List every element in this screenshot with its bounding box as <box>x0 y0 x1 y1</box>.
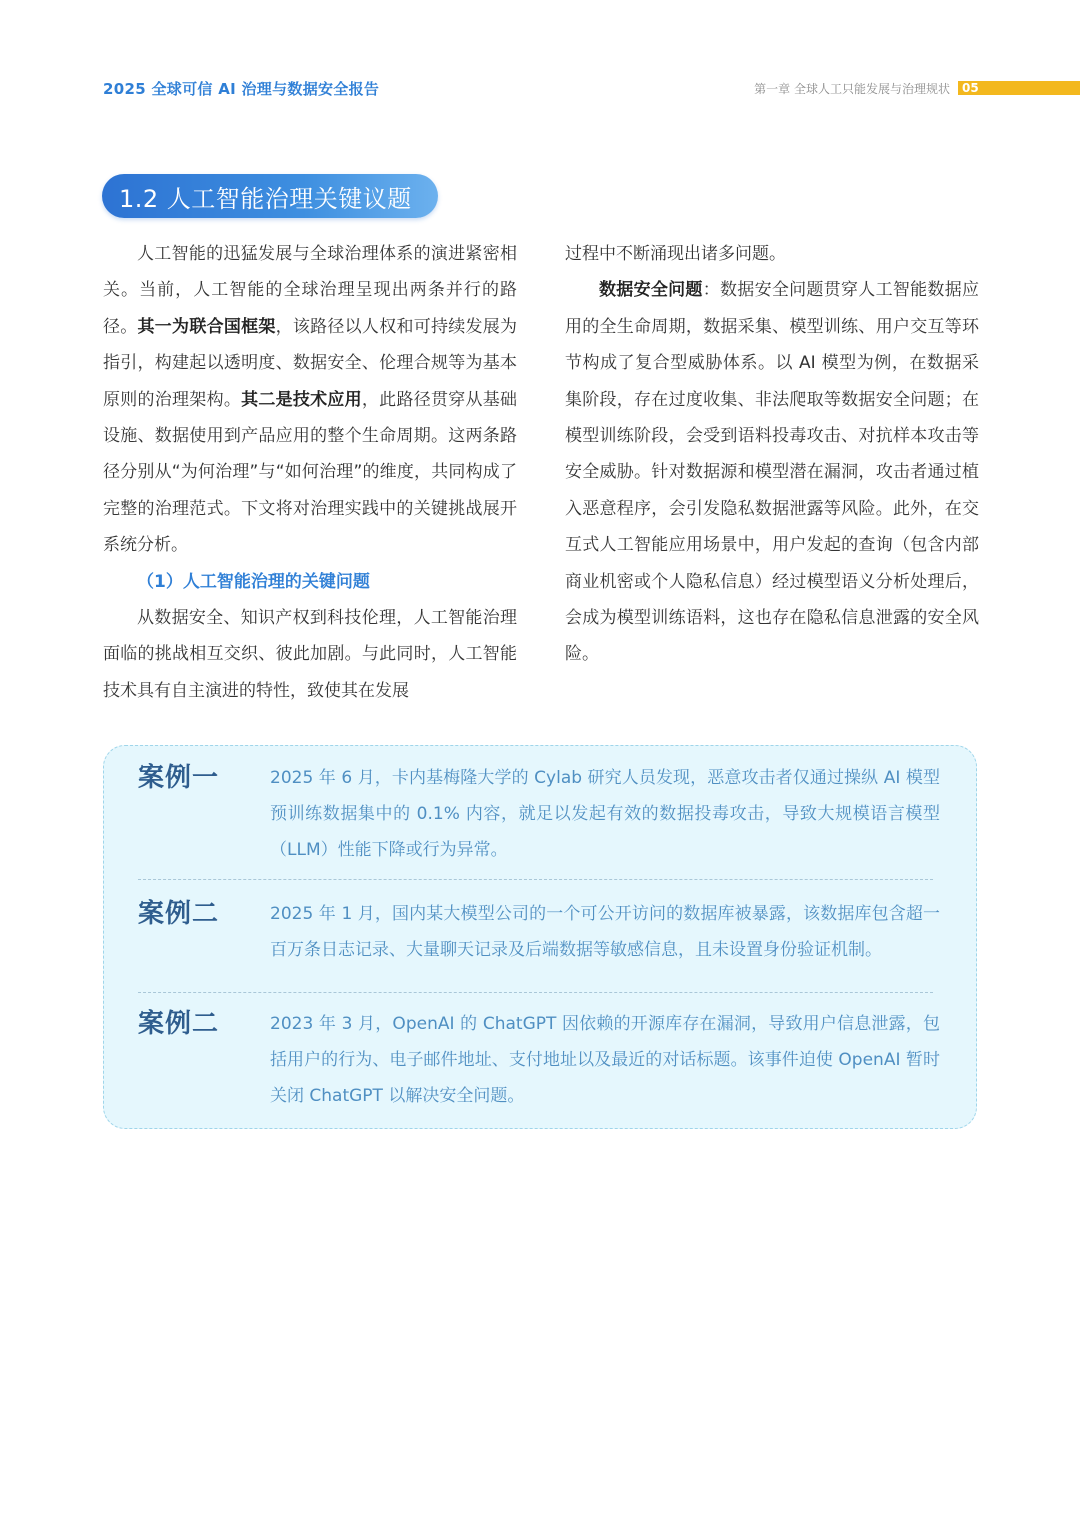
data-security-paragraph <box>565 272 979 672</box>
intro-text-a: 人工智能的迅猛发展与全球治理体系的演进紧密相关。当前，人工智能的全球治理呈现出两条并行的路径。 <box>103 244 517 337</box>
section-title: 1.2 人工智能治理关键议题 <box>119 184 412 213</box>
challenges-paragraph: 从数据安全、知识产权到科技伦理，人工智能治理面临的挑战相互交织、彼此加剧。与此同时，人工智能技术具有自主演进的特性，致使其在发展 <box>103 608 517 701</box>
case-item <box>138 1006 940 1114</box>
intro-bold-un-framework: 其一为联合国框架 <box>137 316 276 337</box>
case-label: 案例二 <box>138 1009 220 1039</box>
left-text-column <box>103 236 517 709</box>
data-security-label: 数据安全问题 <box>599 280 703 301</box>
data-security-text: ：数据安全问题贯穿人工智能数据应用的全生命周期，数据采集、模型训练、用户交互等环节构成了复合型威胁体系。以 AI 模型为例，在数据采集阶段，存在过度收集、非法爬取等数据安全问题；在模型训练阶段，会受到语料投毒攻击、对抗样本攻击等安全威胁。针对数据源和模型潜在漏洞，攻击者通过植入恶意程序，会引发隐私数据泄露等风险。此外，在交互式人工智能应用场景中，用户发起的查询（包含内部商业机密或个人隐私信息）经过模型语义分析处理后，会成为模型训练语料，这也存在隐私信息泄露的安全风险。 <box>565 280 980 665</box>
case-study-box <box>103 745 977 1129</box>
case-item <box>138 760 940 868</box>
section-heading-pill <box>102 174 438 218</box>
page-number: 05 <box>962 81 979 95</box>
intro-bold-tech-application: 其二是技术应用 <box>241 389 362 410</box>
case-text: 2023 年 3 月，OpenAI 的 ChatGPT 因依赖的开源库存在漏洞，导致用户信息泄露，包括用户的行为、电子邮件地址、支付地址以及最近的对话标题。该事件迫使 OpenAI 暂时关闭 ChatGPT 以解决安全问题。 <box>270 1014 940 1106</box>
right-text-column <box>565 236 979 673</box>
continued-paragraph: 过程中不断涌现出诸多问题。 <box>565 244 786 264</box>
case-divider <box>138 879 933 880</box>
page-number-badge <box>958 81 1080 95</box>
case-label: 案例一 <box>138 763 220 793</box>
case-text: 2025 年 6 月，卡内基梅隆大学的 Cylab 研究人员发现，恶意攻击者仅通过操纵 AI 模型预训练数据集中的 0.1% 内容，就足以发起有效的数据投毒攻击，导致大规模语言模型（LLM）性能下降或行为异常。 <box>270 768 940 860</box>
intro-paragraph <box>103 236 517 564</box>
intro-text-e: ，此路径贯穿从基础设施、数据使用到产品应用的整个生命周期。这两条路径分别从“为何治理”与“如何治理”的维度，共同构成了完整的治理范式。下文将对治理实践中的关键挑战展开系统分析。 <box>103 389 518 556</box>
report-title: 2025 全球可信 AI 治理与数据安全报告 <box>103 80 380 98</box>
chapter-header <box>754 78 1080 98</box>
case-item <box>138 896 940 968</box>
case-divider <box>138 992 933 993</box>
chapter-title: 第一章 全球人工只能发展与治理规状 <box>754 81 950 96</box>
intro-text-c: ，该路径以人权和可持续发展为指引，构建起以透明度、数据安全、伦理合规等为基本原则的治理架构。 <box>103 316 518 410</box>
case-label: 案例二 <box>138 899 220 929</box>
subheading-key-issues: （1）人工智能治理的关键问题 <box>137 571 370 592</box>
case-text: 2025 年 1 月，国内某大模型公司的一个可公开访问的数据库被暴露，该数据库包含超一百万条日志记录、大量聊天记录及后端数据等敏感信息，且未设置身份验证机制。 <box>270 904 940 960</box>
